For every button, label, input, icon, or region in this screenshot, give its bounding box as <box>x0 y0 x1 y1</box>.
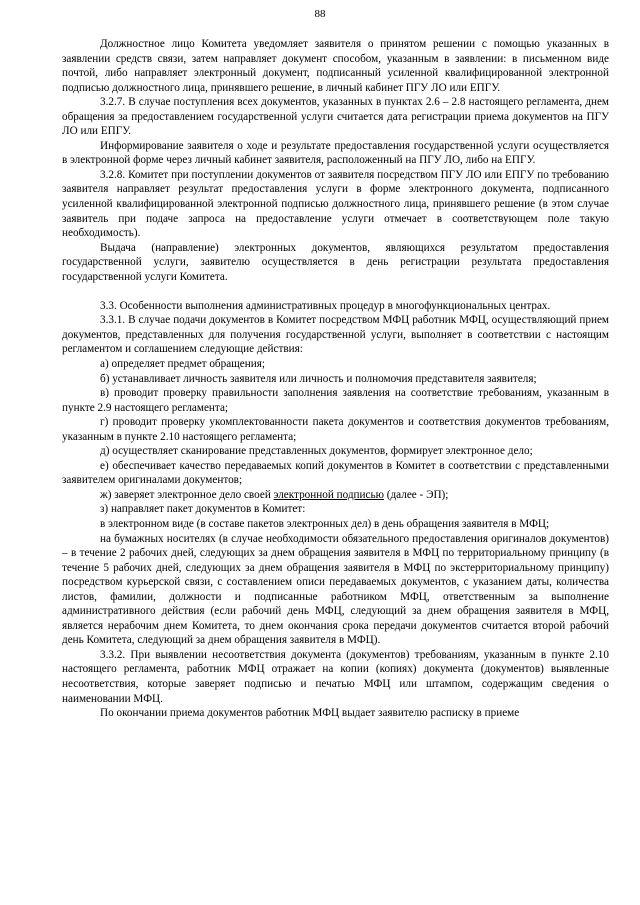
section-heading: 3.3. Особенности выполнения административных процедур в многофункциональных центрах. <box>100 299 551 312</box>
list-item: д) осуществляет сканирование представленных документов, формирует электронное дело; <box>100 445 533 458</box>
paragraph: в электронном виде (в составе пакетов электронных дел) в день обращения заявителя в МФЦ; <box>100 518 550 530</box>
page-number: 88 <box>314 8 326 20</box>
document-body <box>62 37 609 721</box>
paragraph: 3.2.8. Комитет при поступлении документов от заявителя посредством ПГУ ЛО или ЕПГУ по требованию заявителя направляет результат предоставления услуги в форме электронного документа, подписанного усиленной квалифицированной электронной подписью должностного лица, принявшего решение (в этом случае заявитель при подаче запроса на предоставление услуги отмечает в соответствующем поле такую необходимость). <box>62 168 609 240</box>
paragraph: на бумажных носителях (в случае необходимости обязательного предоставления оригиналов документов) – в течение 2 рабочих дней, следующих за днем обращения заявителя в МФЦ по территориальному принципу (в течение 5 рабочих дней, следующих за днем обращения заявителя в МФЦ по экстерриториальному принципу) посредством курьерской связи, с составлением описи передаваемых документов, с указанием даты, количества листов, фамилии, должности и подписанные работником МФЦ, ответственным за выполнение административного действия (если рабочий день МФЦ, следующий за днем обращения заявителя в МФЦ, является нерабочим днем Комитета, то днем окончания срока передачи документов считается второй рабочий день Комитета, следующий за днем обращения заявителя в МФЦ). <box>62 532 609 647</box>
list-item <box>62 488 609 503</box>
paragraph: 3.3.1. В случае подачи документов в Комитет посредством МФЦ работник МФЦ, осуществляющий прием документов, представленных для получения государственной услуги, выполняет в соответствии с настоящим регламентом и соглашением следующие действия: <box>62 314 609 356</box>
paragraph: Выдача (направление) электронных документов, являющихся результатом предоставления государственной услуги, заявителю осуществляется в день регистрации результата предоставления государственной услуги Комитета. <box>62 241 609 283</box>
electronic-signature-link[interactable]: электронной подписью <box>273 488 384 501</box>
list-item-text: (далее - ЭП); <box>383 488 449 501</box>
paragraph: Информирование заявителя о ходе и результате предоставления государственной услуги осуществляется в электронной форме через личный кабинет заявителя, расположенный на ПГУ ЛО, либо на ЕПГУ. <box>62 139 609 167</box>
list-item: з) направляет пакет документов в Комитет: <box>100 503 306 516</box>
paragraph: 3.3.2. При выявлении несоответствия документа (документов) требованиям, указанным в пункте 2.10 настоящего регламента, работник МФЦ отражает на копии (копиях) документа (документов) выявленные несоответствия, которые заверяет подписью и печатью МФЦ или штампом, содержащим сведения о наименовании МФЦ. <box>62 648 609 705</box>
list-item: е) обеспечивает качество передаваемых копий документов в Комитет в соответствии с представленными заявителем оригиналами документов; <box>62 459 609 487</box>
list-item: а) определяет предмет обращения; <box>100 357 265 370</box>
list-item-text: ж) заверяет электронное дело своей <box>100 488 274 501</box>
paragraph: 3.2.7. В случае поступления всех документов, указанных в пунктах 2.6 – 2.8 настоящего регламента, днем обращения за предоставлением государственной услуги считается дата регистрации приема документов на ПГУ ЛО или ЕПГУ. <box>62 96 609 138</box>
list-item: б) устанавливает личность заявителя или личность и полномочия представителя заявителя; <box>100 372 537 385</box>
list-item: в) проводит проверку правильности заполнения заявления на соответствие требованиям, указанным в пункте 2.9 настоящего регламента; <box>62 387 609 414</box>
paragraph: По окончании приема документов работник МФЦ выдает заявителю расписку в приеме <box>100 707 520 720</box>
paragraph: Должностное лицо Комитета уведомляет заявителя о принятом решении с помощью указанных в заявлении средств связи, затем направляет документ способом, указанным в заявлении: в письменном виде почтой, либо направляет электронный документ, подписанный усиленной квалифицированной электронной подписью должностного лица, принявшего решение, в личный кабинет ПГУ ЛО или ЕПГУ. <box>62 38 609 94</box>
list-item: г) проводит проверку укомплектованности пакета документов и соответствия документов требованиям, указанным в пункте 2.10 настоящего регламента; <box>62 416 609 443</box>
